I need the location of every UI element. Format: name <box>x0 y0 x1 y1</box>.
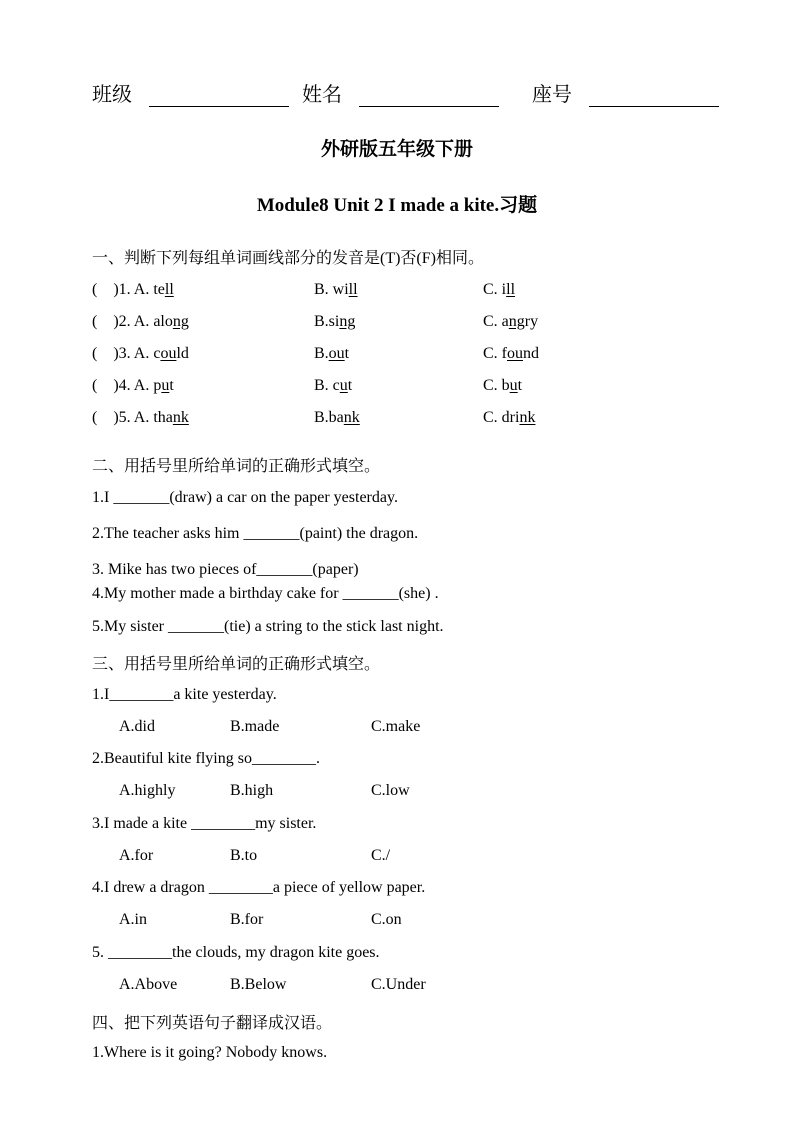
s3-option[interactable]: A.Above <box>119 976 178 993</box>
section4-heading: 四、把下列英语句子翻译成汉语。 <box>92 1015 333 1032</box>
s1-number: ( )5. A. <box>92 409 154 426</box>
header-row <box>92 78 719 107</box>
s2-item-5: 5.My sister _______(tie) a string to the stick last night. <box>92 618 444 635</box>
underlined-sound: nk <box>172 409 189 426</box>
s1-option-a: could <box>153 345 189 362</box>
s1-item-1 <box>92 281 174 299</box>
s1-col-b <box>314 313 355 331</box>
s1-col-c <box>483 409 535 427</box>
s2-item-2: 2.The teacher asks him _______(paint) the dragon. <box>92 525 419 542</box>
s1-item-5 <box>92 409 189 427</box>
s3-option[interactable]: A.did <box>119 718 155 735</box>
s3-option[interactable]: C.on <box>371 911 402 928</box>
s1-col-b <box>314 281 358 299</box>
s1-option-c: C. found <box>483 345 539 362</box>
s4-item-1: 1.Where is it going? Nobody knows. <box>92 1044 328 1061</box>
underlined-sound: nk <box>519 409 536 426</box>
s1-item-2 <box>92 313 189 331</box>
page-subtitle: Module8 Unit 2 I made a kite.习题 <box>256 195 538 216</box>
s1-option-b: B.bank <box>314 409 360 426</box>
s1-option-a: put <box>153 377 174 394</box>
seat-label: 座号 <box>532 84 572 106</box>
s2-item-4: 4.My mother made a birthday cake for _______(she) . <box>92 585 439 602</box>
s3-option[interactable]: A.for <box>119 847 154 864</box>
underlined-sound: ng <box>508 313 525 330</box>
s3-option[interactable]: C.low <box>371 782 410 799</box>
s3-question-1: 1.I________a kite yesterday. <box>92 686 277 703</box>
s1-item-4 <box>92 377 174 395</box>
s3-option[interactable]: C.Under <box>371 976 426 993</box>
s3-question-2: 2.Beautiful kite flying so________. <box>92 750 320 767</box>
s3-option[interactable]: B.to <box>230 847 258 864</box>
s3-option[interactable]: C.make <box>371 718 421 735</box>
underlined-sound: u <box>161 377 170 394</box>
name-blank[interactable] <box>359 86 499 107</box>
class-blank[interactable] <box>149 86 289 107</box>
s3-option[interactable]: B.made <box>230 718 280 735</box>
page-title: 外研版五年级下册 <box>320 139 473 160</box>
s3-question-4: 4.I drew a dragon ________a piece of yellow paper. <box>92 879 426 896</box>
seat-blank[interactable] <box>589 86 719 107</box>
s1-option-b: B. cut <box>314 377 353 394</box>
s1-option-a: along <box>153 313 189 330</box>
section2-heading: 二、用括号里所给单词的正确形式填空。 <box>92 458 381 475</box>
s3-question-3: 3.I made a kite ________my sister. <box>92 815 317 832</box>
underlined-sound: ou <box>507 345 523 362</box>
s1-option-c: C. angry <box>483 313 539 330</box>
name-label: 姓名 <box>302 84 342 106</box>
s1-col-b <box>314 345 349 363</box>
s1-col-b <box>314 409 360 427</box>
class-label: 班级 <box>92 84 132 106</box>
s1-option-b: B.sing <box>314 313 356 330</box>
underlined-sound: ng <box>339 313 356 330</box>
underlined-sound: u <box>509 377 518 394</box>
s1-option-a: thank <box>153 409 189 426</box>
s3-question-5: 5. ________the clouds, my dragon kite goes. <box>92 944 380 961</box>
s1-number: ( )1. A. <box>92 281 154 298</box>
s1-item-3 <box>92 345 189 363</box>
s1-option-b: B. will <box>314 281 358 298</box>
s1-option-c: C. ill <box>483 281 516 298</box>
s1-option-c: C. drink <box>483 409 536 426</box>
s3-option[interactable]: A.in <box>119 911 147 928</box>
s1-col-c <box>483 281 515 299</box>
s3-option[interactable]: C./ <box>371 847 391 864</box>
s1-option-c: C. but <box>483 377 523 394</box>
underlined-sound: ll <box>164 281 174 298</box>
s2-item-3: 3. Mike has two pieces of_______(paper) <box>92 561 359 578</box>
underlined-sound: u <box>339 377 348 394</box>
underlined-sound: ng <box>172 313 189 330</box>
s3-option[interactable]: B.for <box>230 911 264 928</box>
section3-heading: 三、用括号里所给单词的正确形式填空。 <box>92 656 381 673</box>
s1-option-b: B.out <box>314 345 350 362</box>
s1-col-c <box>483 377 522 395</box>
s3-option[interactable]: B.Below <box>230 976 287 993</box>
underlined-sound: ou <box>160 345 177 362</box>
underlined-sound: ll <box>506 281 516 298</box>
s1-number: ( )2. A. <box>92 313 154 330</box>
underlined-sound: ll <box>348 281 358 298</box>
underlined-sound: ou <box>328 345 345 362</box>
s1-col-b <box>314 377 352 395</box>
s3-option[interactable]: B.high <box>230 782 274 799</box>
s1-col-c <box>483 345 539 363</box>
section1-heading: 一、判断下列每组单词画线部分的发音是(T)否(F)相同。 <box>92 250 484 267</box>
s1-number: ( )3. A. <box>92 345 154 362</box>
s1-col-c <box>483 313 538 331</box>
s1-option-a: tell <box>153 281 174 298</box>
s3-option[interactable]: A.highly <box>119 782 176 799</box>
s1-number: ( )4. A. <box>92 377 154 394</box>
underlined-sound: nk <box>343 409 360 426</box>
s2-item-1: 1.I _______(draw) a car on the paper yesterday. <box>92 489 398 506</box>
